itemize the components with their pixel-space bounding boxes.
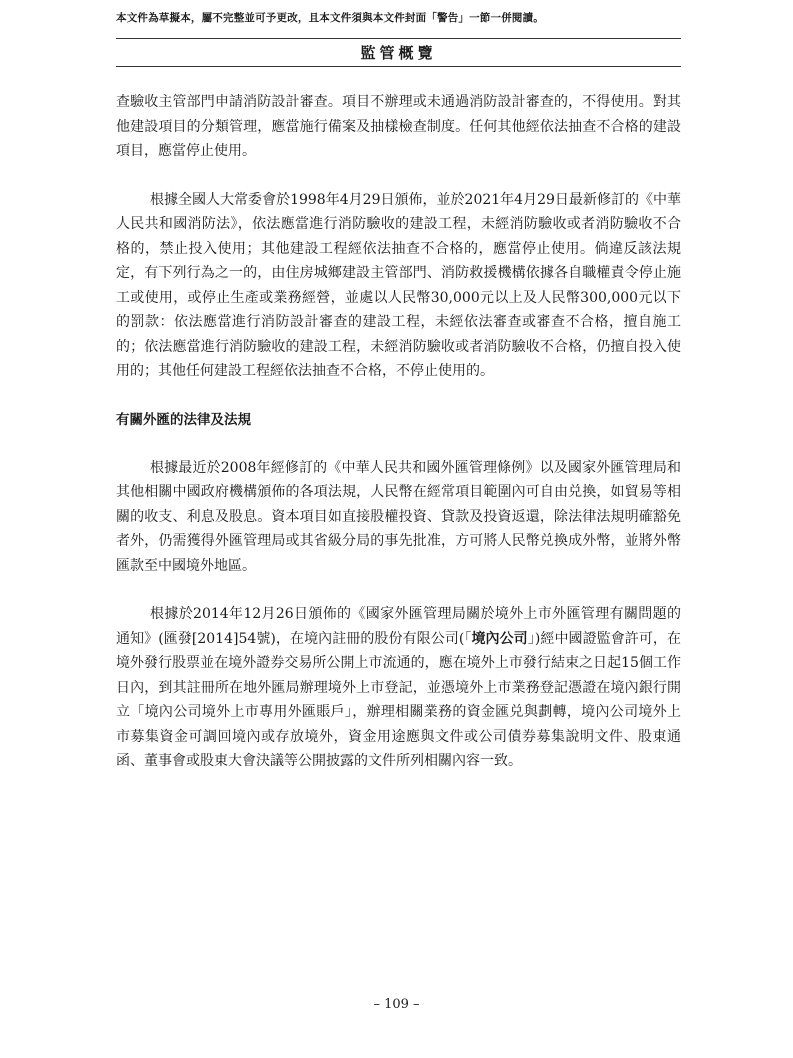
section-title: 監管概覽 xyxy=(360,44,437,62)
paragraph-3: 根據最近於2008年經修訂的《中華人民共和國外匯管理條例》以及國家外匯管理局和其他相關中國政府機構頒佈的各項法規，人民幣在經常項目範圍內可自由兑換，如貿易等相關的收支、利息及股息。資本項目如直接股權投資、貸款及投資返還，除法律法規明確豁免者外，仍需獲得外匯管理局或其省級分局的事先批准，方可將人民幣兑換成外幣，並將外幣匯款至中國境外地區。 xyxy=(116,459,681,574)
defined-term: 境內公司 xyxy=(471,630,528,647)
paragraph-2: 根據全國人大常委會於1998年4月29日頒佈，並於2021年4月29日最新修訂的《中華人民共和國消防法》，依法應當進行消防驗收的建設工程，未經消防驗收或者消防驗收不合格的，禁止投入使用；其他建設工程經依法抽查不合格的，應當停止使用。倘違反該法規定，有下列行為之一的，由住房城鄉建設主管部門、消防救援機構依據各自職權責令停止施工或使用，或停止生產或業務經營，並處以人民幣30,000元以上及人民幣300,000元以下的罰款：依法應當進行消防設計審查的建設工程，未經依法審查或審查不合格，擅自施工的；依法應當進行消防驗收的建設工程，未經消防驗收或者消防驗收不合格，仍擅自投入使用的；其他任何建設工程經依法抽查不合格，不停止使用的。 xyxy=(116,191,681,379)
subheading-foreign-exchange: 有關外匯的法律及法規 xyxy=(116,411,251,428)
title-rule xyxy=(116,66,681,67)
draft-notice: 本文件為草擬本，屬不完整並可予更改，且本文件須與本文件封面「警告」一節一併閱讀。 xyxy=(116,12,544,24)
paragraph-4 xyxy=(116,602,681,774)
paragraph-4-part1: 根據於2014年12月26日頒佈的《國家外匯管理局關於境外上市外匯管理有關問題的通知》(匯發[2014]54號)，在境內註冊的股份有限公司(「 xyxy=(116,606,681,647)
page-number: – 109 – xyxy=(373,997,420,1012)
header-rule xyxy=(116,38,681,39)
document-body xyxy=(116,90,681,774)
paragraph-1: 查驗收主管部門申請消防設計審查。項目不辦理或未通過消防設計審查的，不得使用。對其他建設項目的分類管理，應當施行備案及抽樣檢查制度。任何其他經依法抽查不合格的建設項目，應當停止使用。 xyxy=(116,94,681,159)
paragraph-4-part2: 」)經中國證監會許可，在境外發行股票並在境外證券交易所公開上市流通的，應在境外上市發行結束之日起15個工作日內，到其註冊所在地外匯局辦理境外上市登記，並憑境外上市業務登記憑證在境內銀行開立「境內公司境外上市專用外匯賬戶」，辦理相關業務的資金匯兑與劃轉，境內公司境外上市募集資金可調回境內或存放境外，資金用途應與文件或公司債券募集說明文件、股東通函、董事會或股東大會決議等公開披露的文件所列相關內容一致。 xyxy=(116,630,682,769)
